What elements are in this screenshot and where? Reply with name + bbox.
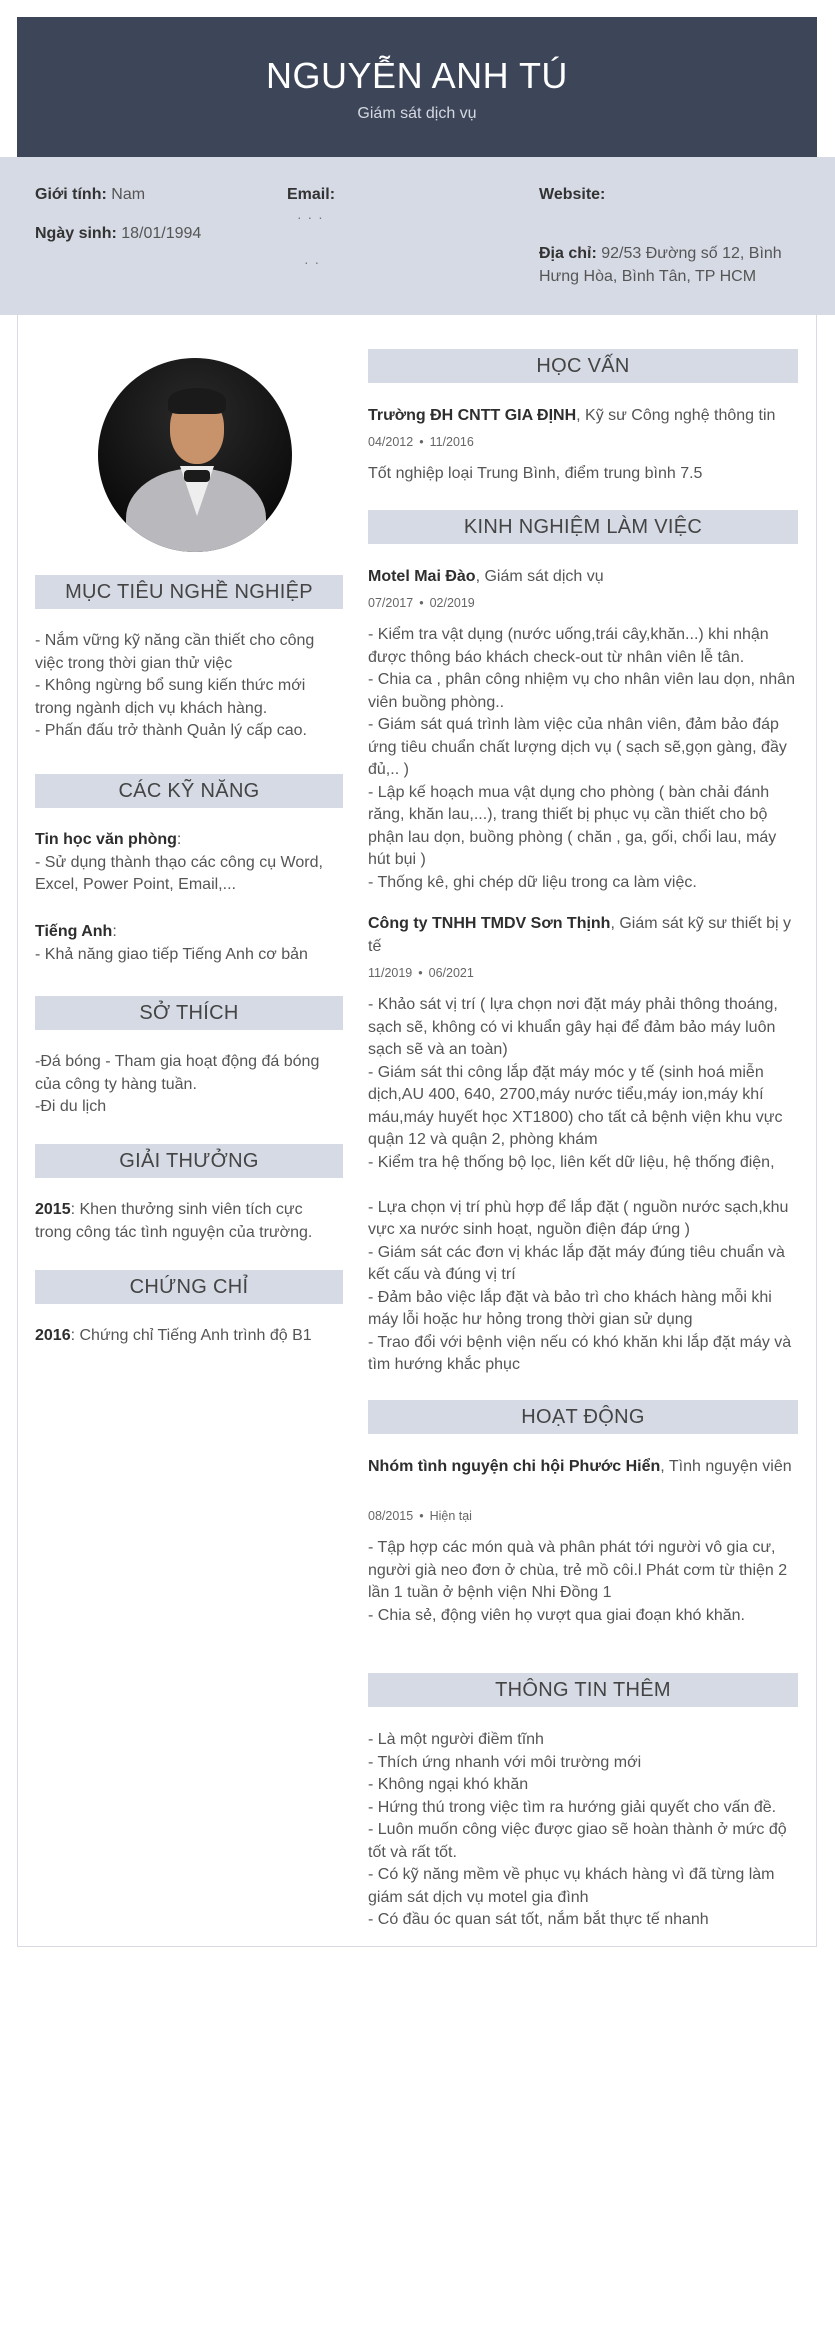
job-2-title: Công ty TNHH TMDV Sơn Thịnh, Giám sát kỹ sư thiết bị y tế (368, 915, 791, 955)
skill-2-name: Tiếng Anh (35, 923, 113, 940)
cert-text: : Chứng chỉ Tiếng Anh trình độ B1 (70, 1327, 312, 1344)
job-1-dates: 07/2017 • 02/2019 (368, 596, 475, 610)
job-1-desc: - Kiểm tra vật dụng (nước uống,trái cây,khăn...) khi nhận được thông báo khách check-out từ nhân viên lễ tân. - Chia ca , phân công nhiệm vụ cho nhân viên lau dọn, nhân viên buồng phòng.. - Giám sát quá trình làm việc của nhân viên, đảm bảo đáp ứng tiêu chuẩn chất lượng dịch vụ ( sạch sẽ,gọn gàng, đầy đủ,.. ) - Lập kế hoạch mua vật dụng cho phòng ( bàn chải đánh răng, khăn lau,...), trang thiết bị phục vụ cần thiết cho bộ phận lau dọn, buồng phòng ( chăn , ga, gối, chổi lau, máy hút bụi ) - Thống kê, ghi chép dữ liệu trong ca làm việc. (368, 626, 795, 891)
cert-year: 2016 (35, 1327, 71, 1344)
job-2-dates: 11/2019 • 06/2021 (368, 966, 474, 980)
section-title-more-info: THÔNG TIN THÊM (368, 1673, 798, 1707)
activity-dates: 08/2015 • Hiện tại (368, 1509, 472, 1523)
education-school: Trường ĐH CNTT GIA ĐỊNH, Kỹ sư Công nghệ thông tin (368, 407, 776, 424)
phone-value-redacted: · · (304, 254, 321, 270)
section-title-hobbies: SỞ THÍCH (35, 996, 343, 1030)
address-value: 92/53 Đường số 12, Bình Hưng Hòa, Bình Tân, TP HCM (539, 245, 782, 285)
activity-desc: - Tập hợp các món quà và phân phát tới người vô gia cư, người già neo đơn ở chùa, trẻ mồ côi.l Phát cơm từ thiện 2 lần 1 tuần ở bệnh viện Nhi Đồng 1 - Chia sẻ, động viên họ vượt qua giai đoạn khó khăn. (368, 1539, 788, 1624)
job-2-desc: - Khảo sát vị trí ( lựa chọn nơi đặt máy phải thông thoáng, sạch sẽ, không có vi khuẩn gây hại để đảm bảo máy luôn sạch sẽ và an toàn) - Giám sát thi công lắp đặt máy móc y tế (sinh hoá miễn dịch,AU 400, 640, 2700,máy nước tiểu,máy ion,máy khí máu,máy huyết học XT1800) cho tất cả bệnh viện khu vực quận 12 và quận 2, phòng khám - Kiểm tra hệ thống bộ lọc, liên kết dữ liệu, hệ thống điện, - Lựa chọn vị trí phù hợp để lắp đặt ( nguồn nước sạch,khu vực xa nước sinh hoạt, nguồn điện đáp ứng ) - Giám sát các đơn vị khác lắp đặt máy đúng tiêu chuẩn và kết cấu và đúng vị trí - Đảm bảo việc lắp đặt và bảo trì cho khách hàng mỗi khi máy lỗi hoặc hư hỏng trong thời gian sử dụng - Trao đổi với bệnh viện nếu có khó khăn khi lắp đặt máy và tìm hướng khắc phục (368, 996, 792, 1373)
award-year: 2015 (35, 1201, 71, 1218)
info-col-2 (287, 183, 517, 274)
candidate-role: Giám sát dịch vụ (357, 105, 477, 122)
activity-title: Nhóm tình nguyện chi hội Phước Hiển, Tình nguyện viên (368, 1458, 792, 1475)
award-item (35, 1199, 343, 1244)
objective-text: - Nắm vững kỹ năng cần thiết cho công việc trong thời gian thử việc - Không ngừng bổ sung kiến thức mới trong ngành dịch vụ khách hàng. - Phấn đấu trở thành Quản lý cấp cao. (35, 632, 315, 739)
website-label: Website: (539, 186, 606, 203)
award-text: : Khen thưởng sinh viên tích cực trong công tác tình nguyện của trường. (35, 1201, 313, 1241)
cv-header (17, 17, 817, 157)
skill-1-name: Tin học văn phòng (35, 831, 177, 848)
education-dates: 04/2012 • 11/2016 (368, 435, 474, 449)
section-title-activities: HOẠT ĐỘNG (368, 1400, 798, 1434)
info-col-3 (539, 183, 799, 288)
skill-2: Tiếng Anh: - Khả năng giao tiếp Tiếng Anh cơ bản (35, 921, 343, 966)
section-title-education: HỌC VẤN (368, 349, 798, 383)
candidate-name: NGUYỄN ANH TÚ (266, 55, 568, 96)
personal-info-bar (0, 157, 835, 315)
education-desc: Tốt nghiệp loại Trung Bình, điểm trung bình 7.5 (368, 465, 703, 482)
section-title-certificates: CHỨNG CHỈ (35, 1270, 343, 1304)
dob-value: 18/01/1994 (121, 225, 202, 242)
certificate-item (35, 1325, 343, 1348)
section-title-objective: MỤC TIÊU NGHỀ NGHIỆP (35, 575, 343, 609)
gender-label: Giới tính: (35, 186, 107, 203)
gender-value: Nam (111, 186, 146, 203)
skill-1: Tin học văn phòng: - Sử dụng thành thạo các công cụ Word, Excel, Power Point, Email,... (35, 829, 343, 897)
more-info-desc: - Là một người điềm tĩnh - Thích ứng nhanh với môi trường mới - Không ngại khó khăn - Hứng thú trong việc tìm ra hướng giải quyết cho vấn đề. - Luôn muốn công việc được giao sẽ hoàn thành ở mức độ tốt và rất tốt. - Có kỹ năng mềm về phục vụ khách hàng vì đã từng làm giám sát dịch vụ motel gia đình - Có đầu óc quan sát tốt, nắm bắt thực tế nhanh (368, 1731, 787, 1928)
info-col-1 (35, 183, 265, 245)
email-value-redacted: · · · (297, 209, 324, 225)
skill-1-text: - Sử dụng thành thạo các công cụ Word, Excel, Power Point, Email,... (35, 853, 323, 893)
email-label: Email: (287, 186, 336, 203)
dob-label: Ngày sinh: (35, 225, 117, 242)
section-title-awards: GIẢI THƯỞNG (35, 1144, 343, 1178)
hobbies-text: -Đá bóng - Tham gia hoạt động đá bóng của công ty hàng tuần. -Đi du lịch (35, 1053, 320, 1115)
profile-photo (98, 358, 292, 552)
address-label: Địa chỉ: (539, 245, 597, 262)
job-1-title: Motel Mai Đào, Giám sát dịch vụ (368, 568, 604, 585)
section-title-skills: CÁC KỸ NĂNG (35, 774, 343, 808)
section-title-experience: KINH NGHIỆM LÀM VIỆC (368, 510, 798, 544)
skill-2-text: - Khả năng giao tiếp Tiếng Anh cơ bản (35, 945, 308, 963)
